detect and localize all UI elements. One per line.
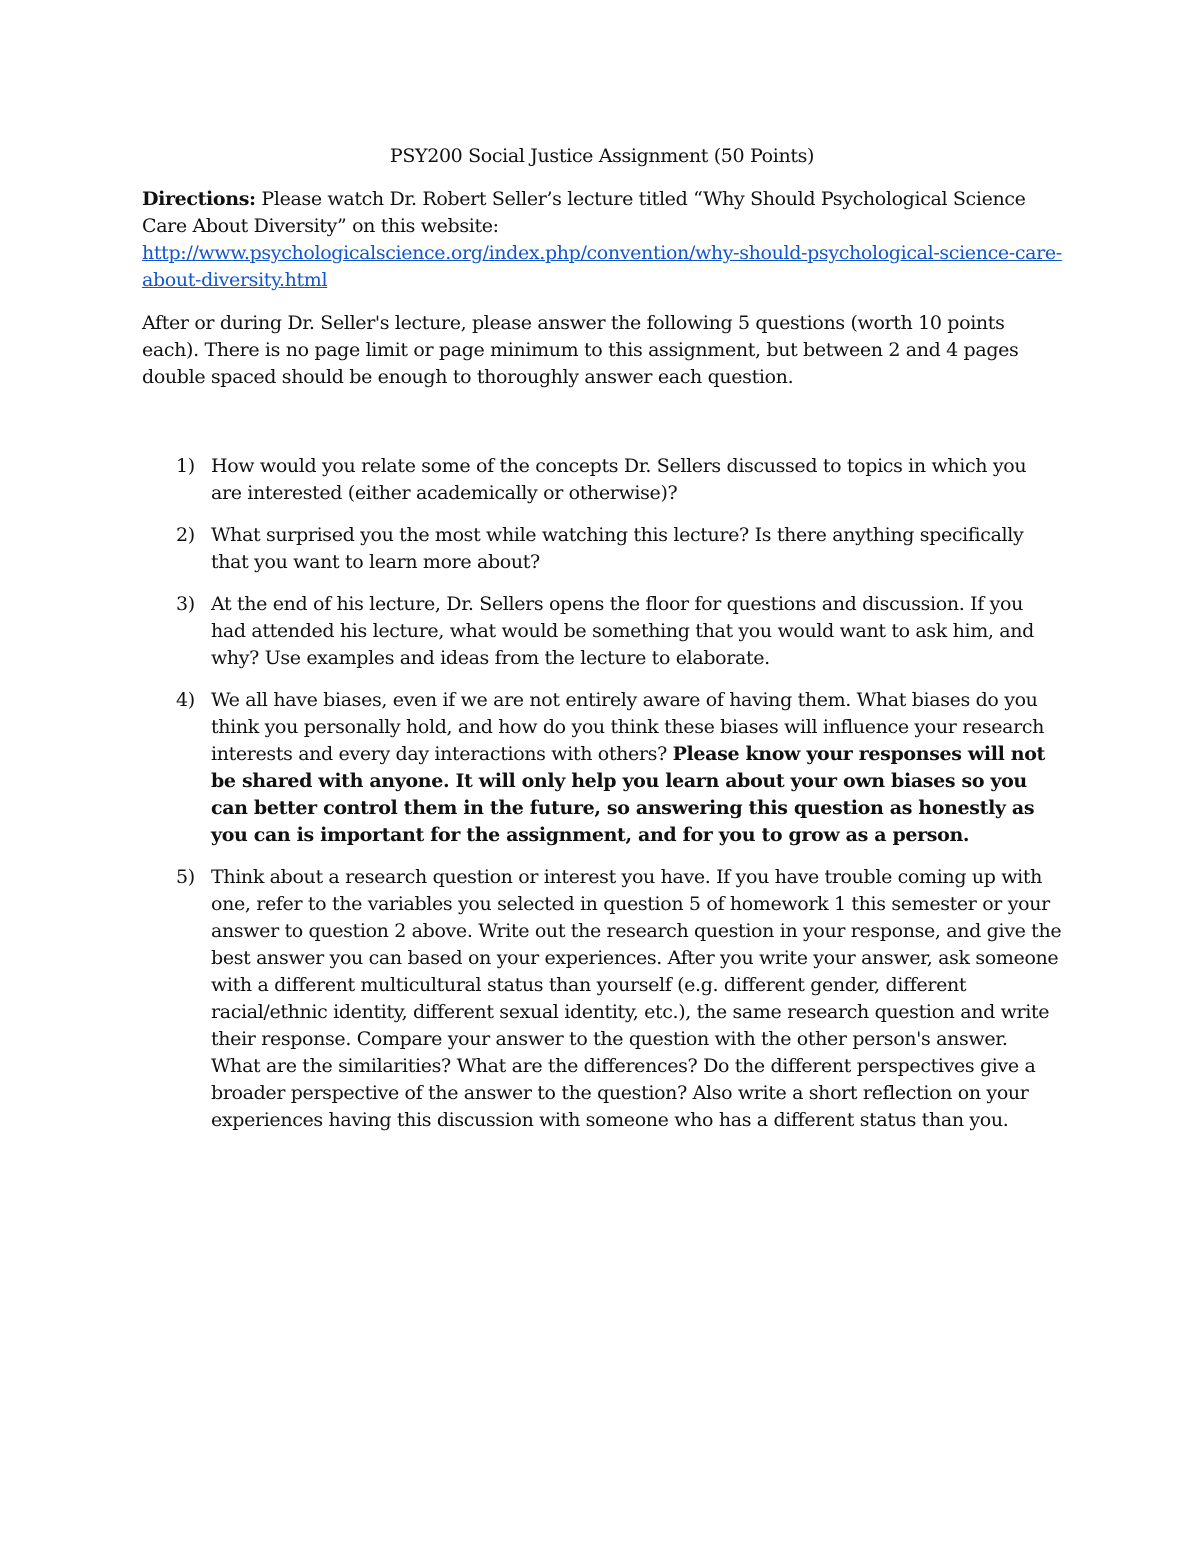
question-text: What surprised you the most while watching this lecture? Is there anything specifically that you want to learn more about? bbox=[211, 524, 1024, 573]
directions-text: Please watch Dr. Robert Seller’s lecture titled “Why Should Psychological Science Care About Diversity” on this website: bbox=[142, 188, 1026, 237]
question-text: At the end of his lecture, Dr. Sellers opens the floor for questions and discussion. If you had attended his lecture, what would be something that you would want to ask him, and why? Use examples and ideas from the lecture to elaborate. bbox=[211, 593, 1034, 669]
question-item-4 bbox=[142, 687, 1062, 849]
question-number: 3) bbox=[176, 593, 195, 615]
question-text: We all have biases, even if we are not entirely aware of having them. What biases do you think you personally hold, and how do you think these biases will influence your research interests and every day interactions with others? bbox=[211, 689, 1045, 765]
question-item-3 bbox=[142, 591, 1062, 672]
document-body bbox=[142, 143, 1062, 1149]
question-number: 4) bbox=[176, 689, 195, 711]
directions-paragraph bbox=[142, 186, 1062, 294]
question-item-2 bbox=[142, 522, 1062, 576]
question-text: Think about a research question or interest you have. If you have trouble coming up with one, refer to the variables you selected in question 5 of homework 1 this semester or your answer to question 2 above. Write out the research question in your response, and give the best answer you can based on your experiences. After you write your answer, ask someone with a different multicultural status than yourself (e.g. different gender, different racial/ethnic identity, different sexual identity, etc.), the same research question and write their response. Compare your answer to the question with the other person's answer. What are the similarities? What are the differences? Do the different perspectives give a broader perspective of the answer to the question? Also write a short reflection on your experiences having this discussion with someone who has a different status than you. bbox=[211, 866, 1062, 1131]
question-number: 5) bbox=[176, 866, 195, 888]
directions-label: Directions: bbox=[142, 188, 256, 210]
question-text: How would you relate some of the concepts Dr. Sellers discussed to topics in which you are interested (either academically or otherwise)? bbox=[211, 455, 1027, 504]
question-emphasis: Please know your responses will not be shared with anyone. It will only help you learn about your own biases so you can better control them in the future, so answering this question as honestly as you can is important for the assignment, and for you to grow as a person. bbox=[211, 743, 1045, 846]
question-number: 1) bbox=[176, 455, 195, 477]
document-title: PSY200 Social Justice Assignment (50 Points) bbox=[389, 145, 815, 167]
instructions-paragraph: After or during Dr. Seller's lecture, please answer the following 5 questions (worth 10 points each). There is no page limit or page minimum to this assignment, but between 2 and 4 pages double spaced should be enough to thoroughly answer each question. bbox=[142, 312, 1019, 388]
question-item-1 bbox=[142, 453, 1062, 507]
question-item-5 bbox=[142, 864, 1062, 1134]
lecture-link[interactable]: http://www.psychologicalscience.org/index.php/convention/why-should-psychological-science-care-about-diversity.html bbox=[142, 242, 1062, 291]
questions-list bbox=[142, 453, 1062, 1134]
question-number: 2) bbox=[176, 524, 195, 546]
